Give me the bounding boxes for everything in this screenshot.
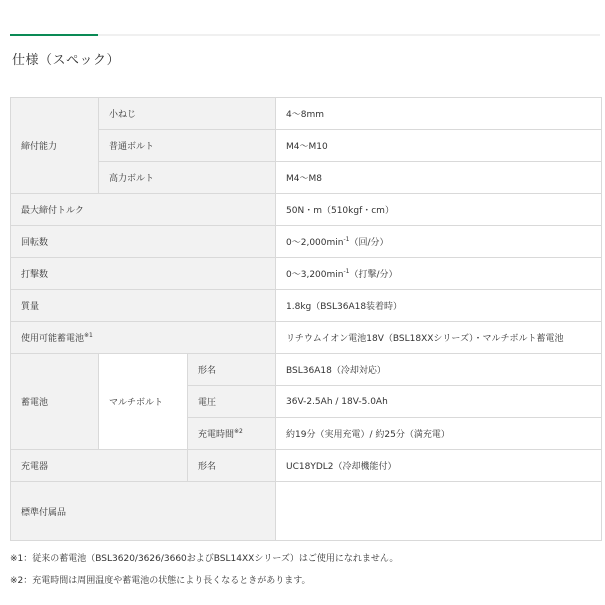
tightening-label: 締付能力 (11, 98, 99, 194)
small-screw-label: 小ねじ (99, 98, 276, 130)
table-row (11, 258, 602, 290)
impacts-value-sup: -1 (343, 268, 350, 275)
max-torque-value: 50N・m（510kgf・cm） (276, 194, 602, 226)
small-screw-value: 4～8mm (276, 98, 602, 130)
high-bolt-label: 高力ボルト (99, 162, 276, 194)
table-row (11, 162, 602, 194)
battery-voltage-value: 36V-2.5Ah / 18V-5.0Ah (276, 386, 602, 418)
normal-bolt-label: 普通ボルト (99, 130, 276, 162)
table-row (11, 450, 602, 482)
section-divider-accent (10, 34, 98, 36)
mass-label: 質量 (11, 290, 276, 322)
spec-table (10, 97, 602, 541)
charger-label: 充電器 (11, 450, 188, 482)
battery-model-value: BSL36A18（冷却対応） (276, 354, 602, 386)
rpm-value-tail: （回/分） (349, 238, 389, 248)
section-divider (10, 34, 600, 36)
impacts-label: 打撃数 (11, 258, 276, 290)
battery-model-label: 形名 (188, 354, 276, 386)
battery-usable-label-sup: ※1 (84, 332, 93, 339)
charge-time-label-sup: ※2 (234, 428, 243, 435)
footnote-1: ※1：従来の蓄電池（BSL3620/3626/3660およびBSL14XXシリーズ）はご使用になれません。 (10, 554, 399, 564)
battery-usable-label (11, 322, 276, 354)
impacts-value-main: 0～3,200min (286, 270, 344, 280)
normal-bolt-value: M4～M10 (276, 130, 602, 162)
charge-time-label (188, 418, 276, 450)
charge-time-label-text: 充電時間 (198, 430, 235, 440)
mass-value: 1.8kg（BSL36A18装着時） (276, 290, 602, 322)
rpm-label: 回転数 (11, 226, 276, 258)
table-row (11, 194, 602, 226)
battery-label: 蓄電池 (11, 354, 99, 450)
charger-model-label: 形名 (188, 450, 276, 482)
battery-sub-label: マルチボルト (99, 354, 188, 450)
table-row (11, 482, 602, 541)
charge-time-value: 約19分（実用充電）/ 約25分（満充電） (276, 418, 602, 450)
rpm-value (276, 226, 602, 258)
table-row (11, 354, 602, 386)
table-row (11, 130, 602, 162)
rpm-value-main: 0～2,000min (286, 238, 344, 248)
page-title: 仕様（スペック） (12, 53, 121, 68)
high-bolt-value: M4～M8 (276, 162, 602, 194)
battery-usable-label-text: 使用可能蓄電池 (21, 334, 85, 344)
battery-voltage-label: 電圧 (188, 386, 276, 418)
table-row (11, 226, 602, 258)
accessories-value (276, 482, 602, 541)
rpm-value-sup: -1 (343, 236, 350, 243)
table-row (11, 322, 602, 354)
accessories-label: 標準付属品 (11, 482, 276, 541)
battery-usable-value: リチウムイオン電池18V（BSL18XXシリーズ）・マルチボルト蓄電池 (276, 322, 602, 354)
table-row (11, 290, 602, 322)
table-row (11, 98, 602, 130)
charger-model-value: UC18YDL2（冷却機能付） (276, 450, 602, 482)
max-torque-label: 最大締付トルク (11, 194, 276, 226)
impacts-value (276, 258, 602, 290)
footnote-2: ※2：充電時間は周囲温度や蓄電池の状態により長くなるときがあります。 (10, 576, 311, 586)
impacts-value-tail: （打撃/分） (349, 270, 398, 280)
